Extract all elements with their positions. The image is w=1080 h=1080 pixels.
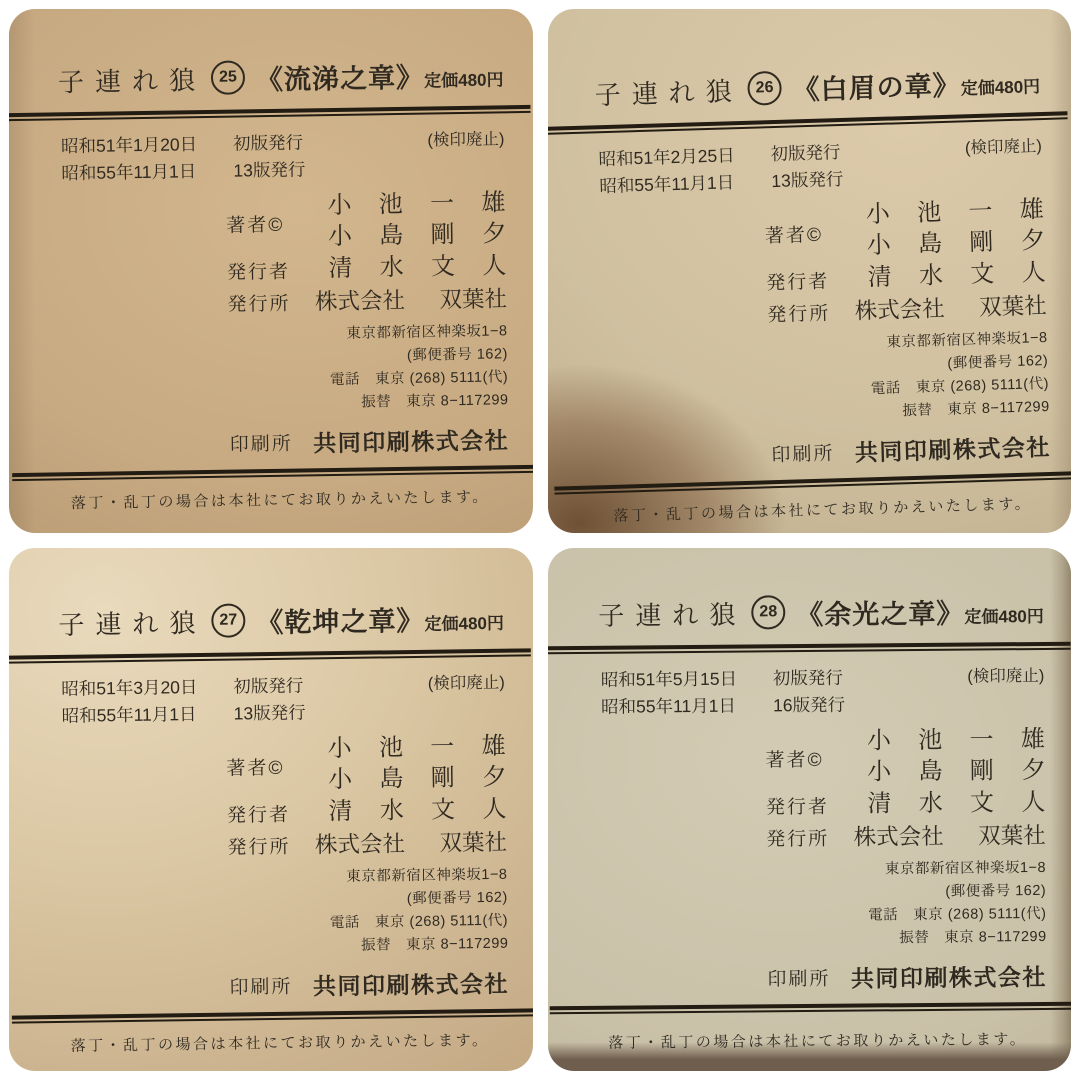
first-edition-label: 初版発行 bbox=[232, 132, 304, 154]
credits-block bbox=[46, 188, 507, 321]
chapter-title: 《乾坤之章》 bbox=[256, 604, 425, 638]
printer-label: 印刷所 bbox=[229, 433, 293, 456]
publisher-address bbox=[586, 856, 1046, 952]
postal-code-line: (郵便番号 162) bbox=[946, 352, 1049, 372]
publisher-address bbox=[48, 863, 509, 961]
inspection-seal-note: (検印廃止) bbox=[964, 137, 1042, 158]
printer-label: 印刷所 bbox=[766, 968, 831, 990]
publishing-house-label: 発行所 bbox=[227, 835, 291, 858]
colophon-page bbox=[9, 548, 533, 1072]
edition-dates bbox=[45, 126, 505, 187]
series-title: 子連れ狼 bbox=[597, 599, 746, 630]
colophon-photo-vol25 bbox=[9, 9, 533, 533]
latest-edition-row bbox=[584, 691, 844, 720]
printer-row bbox=[587, 958, 1047, 995]
printer-label: 印刷所 bbox=[770, 443, 835, 467]
transfer-account-line: 振替 東京 8−117299 bbox=[360, 935, 509, 954]
colophon-photo-vol28 bbox=[548, 548, 1072, 1072]
postal-code-line: (郵便番号 162) bbox=[944, 882, 1046, 900]
inspection-seal-note: (検印廃止) bbox=[427, 130, 505, 150]
author-label: 著者© bbox=[764, 224, 823, 247]
publisher-label: 発行者 bbox=[765, 795, 829, 818]
chapter-title: 《白眉の章》 bbox=[791, 69, 961, 105]
printer-name: 共同印刷株式会社 bbox=[854, 433, 1051, 466]
publisher-address bbox=[48, 320, 509, 419]
colophon-page bbox=[548, 548, 1072, 1072]
title-row bbox=[44, 55, 504, 98]
double-rule-bottom bbox=[12, 465, 532, 481]
author-name: 小 島 剛 夕 bbox=[866, 757, 1045, 785]
edition-dates-rows bbox=[582, 139, 843, 201]
publisher-label: 発行者 bbox=[765, 270, 830, 294]
first-edition-row bbox=[45, 129, 305, 160]
transfer-account-line: 振替 東京 8−117299 bbox=[901, 398, 1050, 420]
author-names bbox=[865, 195, 1045, 262]
title-row bbox=[584, 591, 1044, 631]
first-edition-label: 初版発行 bbox=[769, 142, 841, 165]
publisher-name: 清 水 文 人 bbox=[328, 252, 507, 282]
title-row bbox=[580, 62, 1040, 112]
colophon-page bbox=[9, 9, 533, 533]
postal-code-line: (郵便番号 162) bbox=[406, 346, 508, 364]
author-name: 小 島 剛 夕 bbox=[327, 764, 507, 793]
latest-edition-date: 昭和55年11月1日 bbox=[600, 695, 736, 717]
author-label: 著者© bbox=[226, 756, 285, 779]
printer-label: 印刷所 bbox=[229, 976, 293, 999]
latest-edition-row bbox=[45, 699, 305, 730]
credits-block bbox=[584, 195, 1047, 335]
publishing-house-row bbox=[47, 825, 507, 863]
publisher-name: 清 水 文 人 bbox=[866, 788, 1046, 817]
author-names bbox=[327, 188, 506, 253]
printer-name: 共同印刷株式会社 bbox=[312, 970, 510, 999]
publishing-house-name: 株式会社 双葉社 bbox=[314, 828, 508, 857]
double-rule-top bbox=[9, 648, 530, 663]
edition-dates-rows bbox=[45, 672, 306, 730]
address-line: 東京都新宿区神楽坂1−8 bbox=[885, 329, 1048, 351]
colophon-page bbox=[548, 9, 1072, 533]
author-label: 著者© bbox=[226, 214, 285, 237]
publisher-name: 清 水 文 人 bbox=[328, 795, 507, 825]
title-row bbox=[44, 598, 504, 640]
edition-dates bbox=[582, 133, 1043, 201]
defect-replacement-note: 落丁・乱丁の場合は本社にてお取りかえいたします。 bbox=[612, 496, 1032, 525]
inspection-seal-note: (検印廃止) bbox=[966, 666, 1044, 686]
publishing-house-row bbox=[47, 282, 507, 321]
printer-name: 共同印刷株式会社 bbox=[850, 963, 1047, 992]
series-title: 子連れ狼 bbox=[593, 76, 743, 110]
edition-dates bbox=[45, 669, 505, 729]
first-edition-date: 昭和51年2月25日 bbox=[597, 145, 735, 170]
credits-block bbox=[585, 724, 1046, 854]
double-rule-bottom bbox=[549, 1001, 1071, 1014]
latest-edition-row bbox=[45, 156, 305, 187]
address-line: 東京都新宿区神楽坂1−8 bbox=[884, 859, 1046, 877]
price-label: 定価480円 bbox=[424, 612, 505, 633]
publishing-house-name: 株式会社 双葉社 bbox=[853, 292, 1047, 324]
first-edition-label: 初版発行 bbox=[772, 667, 843, 688]
transfer-account-line: 振替 東京 8−117299 bbox=[898, 928, 1047, 946]
author-row bbox=[46, 188, 506, 257]
double-rule-bottom bbox=[554, 471, 1071, 495]
defect-replacement-note: 落丁・乱丁の場合は本社にてお取りかえいたします。 bbox=[70, 1032, 490, 1055]
publisher-label: 発行者 bbox=[226, 803, 291, 826]
author-name: 小 池 一 雄 bbox=[327, 190, 506, 220]
publisher-address bbox=[587, 327, 1049, 433]
publisher-row bbox=[47, 793, 507, 831]
inspection-seal-note: (検印廃止) bbox=[427, 673, 505, 693]
double-rule-bottom bbox=[12, 1008, 533, 1023]
first-edition-label: 初版発行 bbox=[233, 675, 304, 697]
latest-edition-label: 13版発行 bbox=[233, 159, 306, 181]
telephone-line: 電話 東京 (268) 5111(代) bbox=[329, 912, 509, 931]
publisher-name: 清 水 文 人 bbox=[866, 259, 1046, 291]
double-rule-top bbox=[548, 111, 1067, 135]
price-label: 定価480円 bbox=[963, 605, 1044, 626]
volume-number-badge: 28 bbox=[751, 595, 785, 629]
volume-number-badge: 27 bbox=[211, 603, 245, 637]
author-name: 小 池 一 雄 bbox=[864, 197, 1044, 229]
author-name: 小 池 一 雄 bbox=[327, 733, 506, 762]
chapter-title: 《余光之章》 bbox=[795, 597, 964, 630]
double-rule-top bbox=[9, 105, 530, 121]
colophon-photo-vol27 bbox=[9, 548, 533, 1072]
price-label: 定価480円 bbox=[960, 76, 1040, 98]
author-name: 小 島 剛 夕 bbox=[327, 221, 507, 251]
publishing-house-label: 発行所 bbox=[765, 827, 829, 850]
first-edition-date: 昭和51年3月20日 bbox=[61, 676, 198, 699]
first-edition-date: 昭和51年1月20日 bbox=[60, 134, 198, 157]
volume-number-badge: 25 bbox=[211, 60, 246, 95]
latest-edition-date: 昭和55年11月1日 bbox=[61, 703, 197, 726]
double-rule-top bbox=[548, 641, 1070, 654]
publishing-house-label: 発行所 bbox=[766, 302, 831, 326]
author-name: 小 島 剛 夕 bbox=[865, 228, 1045, 260]
author-names bbox=[866, 724, 1045, 788]
latest-edition-date: 昭和55年11月1日 bbox=[61, 161, 197, 184]
publishing-house-label: 発行所 bbox=[227, 293, 291, 316]
first-edition-row bbox=[45, 672, 305, 703]
price-label: 定価480円 bbox=[424, 69, 504, 91]
defect-replacement-note: 落丁・乱丁の場合は本社にてお取りかえいたします。 bbox=[607, 1031, 1027, 1052]
author-label: 著者© bbox=[764, 748, 824, 771]
defect-replacement-note: 落丁・乱丁の場合は本社にてお取りかえいたします。 bbox=[70, 489, 490, 513]
printer-row bbox=[49, 422, 509, 462]
first-edition-row bbox=[584, 664, 844, 693]
printer-row bbox=[49, 965, 509, 1004]
printer-name: 共同印刷株式会社 bbox=[313, 427, 510, 457]
telephone-line: 電話 東京 (268) 5111(代) bbox=[870, 375, 1049, 398]
latest-edition-date: 昭和55年11月1日 bbox=[598, 172, 735, 197]
colophon-photo-vol26 bbox=[548, 9, 1072, 533]
edition-dates-rows bbox=[45, 129, 306, 187]
publishing-house-name: 株式会社 双葉社 bbox=[853, 821, 1046, 849]
transfer-account-line: 振替 東京 8−117299 bbox=[361, 392, 509, 411]
telephone-line: 電話 東京 (268) 5111(代) bbox=[867, 905, 1046, 923]
volume-number-badge: 26 bbox=[747, 71, 782, 106]
credits-block bbox=[46, 731, 507, 863]
author-row bbox=[585, 724, 1045, 790]
latest-edition-label: 13版発行 bbox=[233, 702, 306, 724]
series-title: 子連れ狼 bbox=[58, 607, 207, 639]
latest-edition-label: 13版発行 bbox=[770, 168, 844, 192]
publisher-label: 発行者 bbox=[226, 261, 291, 284]
edition-dates-rows bbox=[584, 664, 844, 720]
latest-edition-label: 16版発行 bbox=[772, 694, 845, 715]
address-line: 東京都新宿区神楽坂1−8 bbox=[346, 323, 508, 342]
printer-row bbox=[591, 429, 1051, 476]
postal-code-line: (郵便番号 162) bbox=[406, 889, 508, 907]
series-title: 子連れ狼 bbox=[57, 65, 207, 97]
publisher-row bbox=[585, 786, 1045, 822]
edition-dates bbox=[584, 662, 1044, 720]
publishing-house-name: 株式会社 双葉社 bbox=[314, 285, 508, 314]
author-row bbox=[46, 731, 506, 799]
address-line: 東京都新宿区神楽坂1−8 bbox=[346, 866, 508, 885]
author-name: 小 池 一 雄 bbox=[866, 726, 1045, 754]
publishing-house-row bbox=[586, 818, 1046, 854]
telephone-line: 電話 東京 (268) 5111(代) bbox=[329, 369, 509, 389]
first-edition-date: 昭和51年5月15日 bbox=[600, 668, 737, 690]
chapter-title: 《流涕之章》 bbox=[255, 62, 425, 95]
author-names bbox=[327, 731, 506, 795]
